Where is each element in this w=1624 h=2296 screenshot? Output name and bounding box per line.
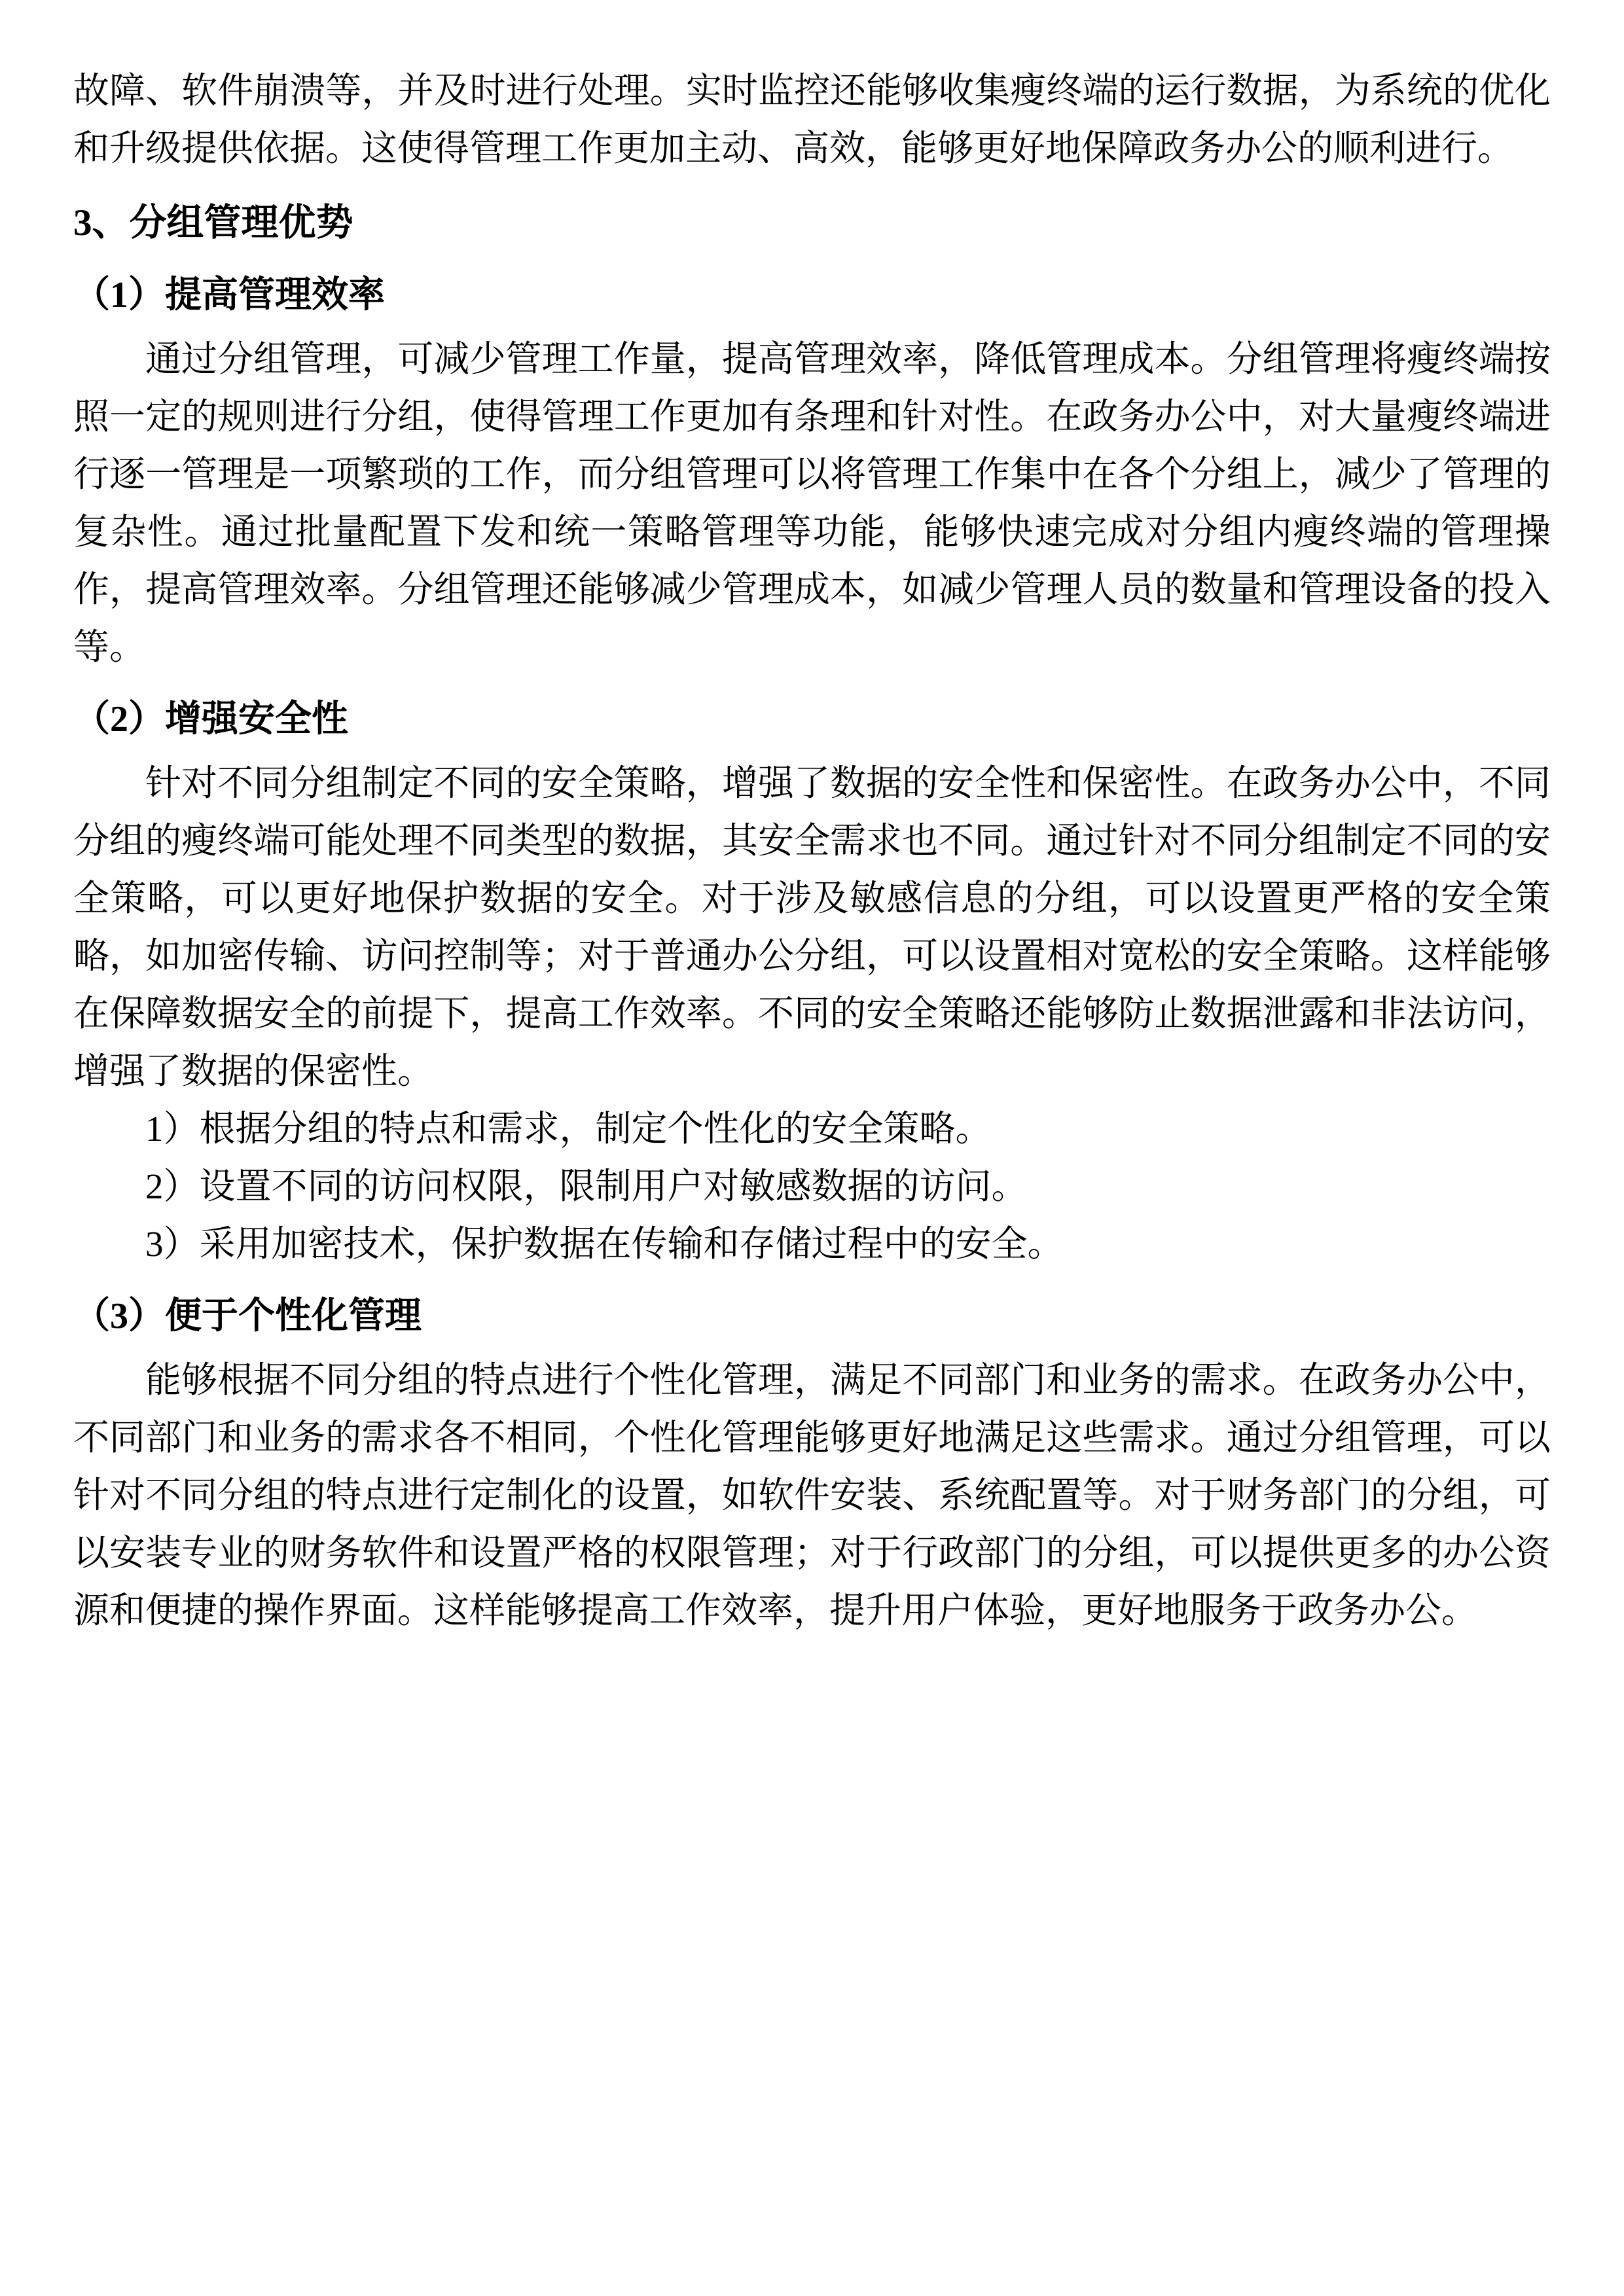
document-body <box>73 62 1551 1640</box>
list-item: 2）设置不同的访问权限，限制用户对敏感数据的访问。 <box>145 1166 1028 1206</box>
subsection-heading-2: （2）增强安全性 <box>73 699 348 740</box>
list-item: 1）根据分组的特点和需求，制定个性化的安全策略。 <box>145 1109 992 1149</box>
subsection-paragraph-3: 能够根据不同分组的特点进行个性化管理，满足不同部门和业务的需求。在政务办公中，不同部门和业务的需求各不相同，个性化管理能够更好地满足这些需求。通过分组管理，可以针对不同分组的特点进行定制化的设置，如软件安装、系统配置等。对于财务部门的分组，可以安装专业的财务软件和设置严格的权限管理；对于行政部门的分组，可以提供更多的办公资源和便捷的操作界面。这样能够提高工作效率，提升用户体验，更好地服务于政务办公。 <box>73 1360 1551 1630</box>
section-heading: 3、分组管理优势 <box>73 202 353 243</box>
subsection-paragraph-1: 通过分组管理，可减少管理工作量，提高管理效率，降低管理成本。分组管理将瘦终端按照一定的规则进行分组，使得管理工作更加有条理和针对性。在政务办公中，对大量瘦终端进行逐一管理是一项繁琐的工作，而分组管理可以将管理工作集中在各个分组上，减少了管理的复杂性。通过批量配置下发和统一策略管理等功能，能够快速完成对分组内瘦终端的管理操作，提高管理效率。分组管理还能够减少管理成本，如减少管理人员的数量和管理设备的投入等。 <box>73 339 1551 667</box>
subsection-heading-3: （3）便于个性化管理 <box>73 1296 422 1336</box>
list-item: 3）采用加密技术，保护数据在传输和存储过程中的安全。 <box>145 1224 1064 1264</box>
continuation-paragraph: 故障、软件崩溃等，并及时进行处理。实时监控还能够收集瘦终端的运行数据，为系统的优化和升级提供依据。这使得管理工作更加主动、高效，能够更好地保障政务办公的顺利进行。 <box>73 71 1551 168</box>
subsection-paragraph-2: 针对不同分组制定不同的安全策略，增强了数据的安全性和保密性。在政务办公中，不同分组的瘦终端可能处理不同类型的数据，其安全需求也不同。通过针对不同分组制定不同的安全策略，可以更好地保护数据的安全。对于涉及敏感信息的分组，可以设置更严格的安全策略，如加密传输、访问控制等；对于普通办公分组，可以设置相对宽松的安全策略。这样能够在保障数据安全的前提下，提高工作效率。不同的安全策略还能够防止数据泄露和非法访问，增强了数据的保密性。 <box>73 763 1551 1091</box>
subsection-heading-1: （1）提高管理效率 <box>73 275 385 315</box>
